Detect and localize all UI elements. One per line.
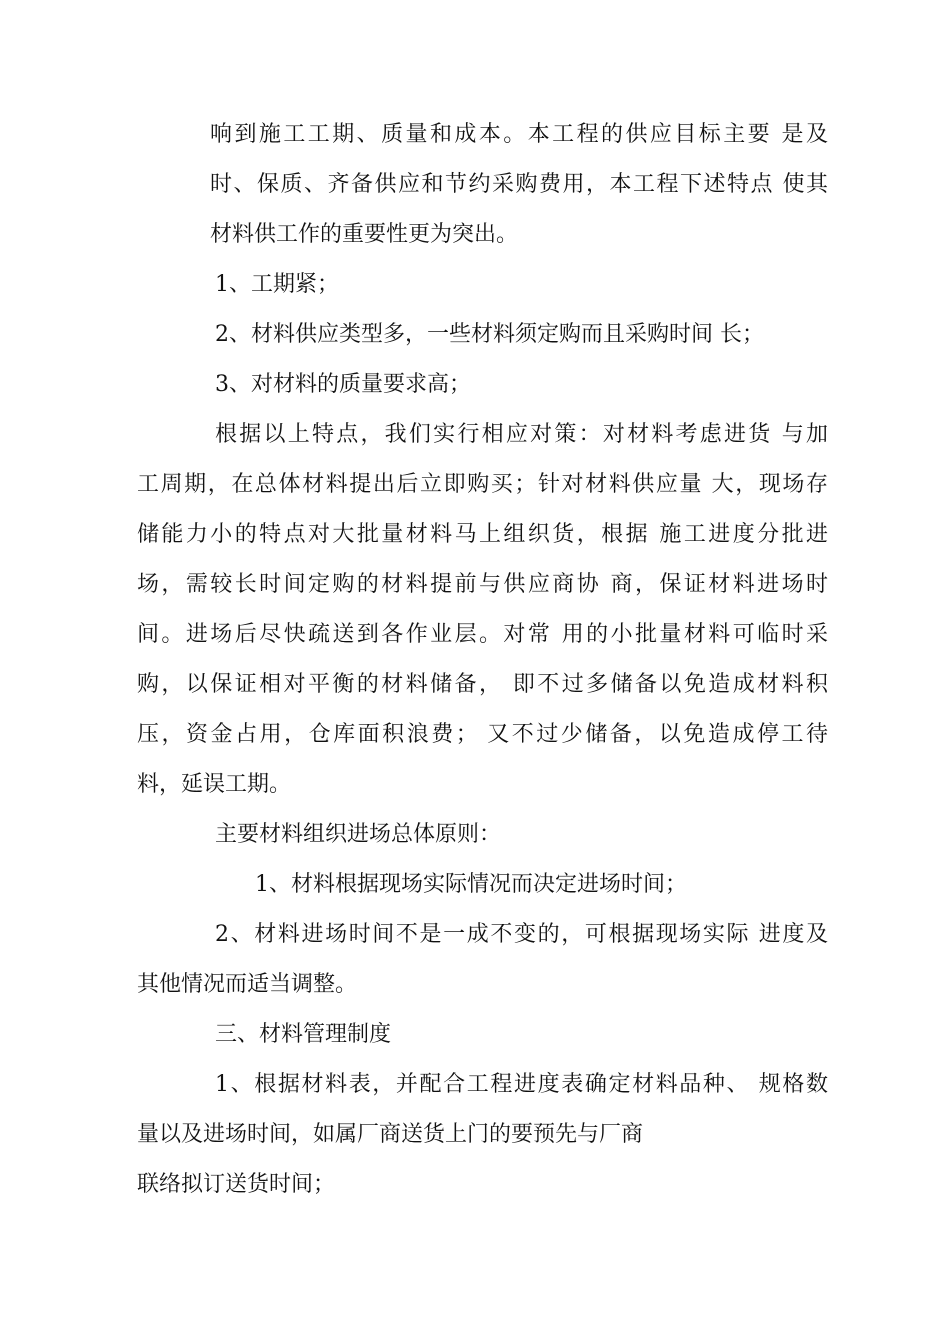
paragraph-line: 根据以上特点，我们实行相应对策：对材料考虑进货 与加 [215,422,828,447]
paragraph-line: 料，延误工期。 [137,772,292,797]
list-item: 2、材料进场时间不是一成不变的，可根据现场实际 进度及 [215,922,828,947]
paragraph-line: 间。进场后尽快疏送到各作业层。对常 用的小批量材料可临时采 [137,622,828,647]
paragraph-line: 其他情况而适当调整。 [137,972,358,997]
paragraph-line: 购，以保证相对平衡的材料储备， 即不过多储备以免造成材料积 [137,672,828,697]
paragraph-line: 时、保质、齐备供应和节约采购费用，本工程下述特点 使其 [210,172,828,197]
list-item: 1、根据材料表，并配合工程进度表确定材料品种、 规格数 [215,1072,828,1097]
list-item: 3、对材料的质量要求高； [215,372,471,397]
paragraph-line: 压，资金占用，仓库面积浪费； 又不过少储备，以免造成停工待 [137,722,828,747]
paragraph-line: 联络拟订送货时间； [137,1172,336,1197]
paragraph-line: 工周期，在总体材料提出后立即购买；针对材料供应量 大，现场存 [137,472,828,497]
list-item: 2、材料供应类型多，一些材料须定购而且采购时间 长； [215,322,764,347]
paragraph-line: 量以及进场时间，如属厂商送货上门的要预先与厂商 [137,1122,644,1147]
section-heading: 主要材料组织进场总体原则： [215,822,502,847]
paragraph-line: 响到施工工期、质量和成本。本工程的供应目标主要 是及 [210,122,828,147]
paragraph-line: 场，需较长时间定购的材料提前与供应商协 商，保证材料进场时 [137,572,828,597]
list-item: 1、材料根据现场实际情况而决定进场时间； [255,872,687,897]
paragraph-line: 材料供工作的重要性更为突出。 [210,222,519,247]
list-item: 1、工期紧； [215,272,339,297]
paragraph-line: 储能力小的特点对大批量材料马上组织货，根据 施工进度分批进 [137,522,828,547]
section-heading: 三、材料管理制度 [215,1022,392,1047]
